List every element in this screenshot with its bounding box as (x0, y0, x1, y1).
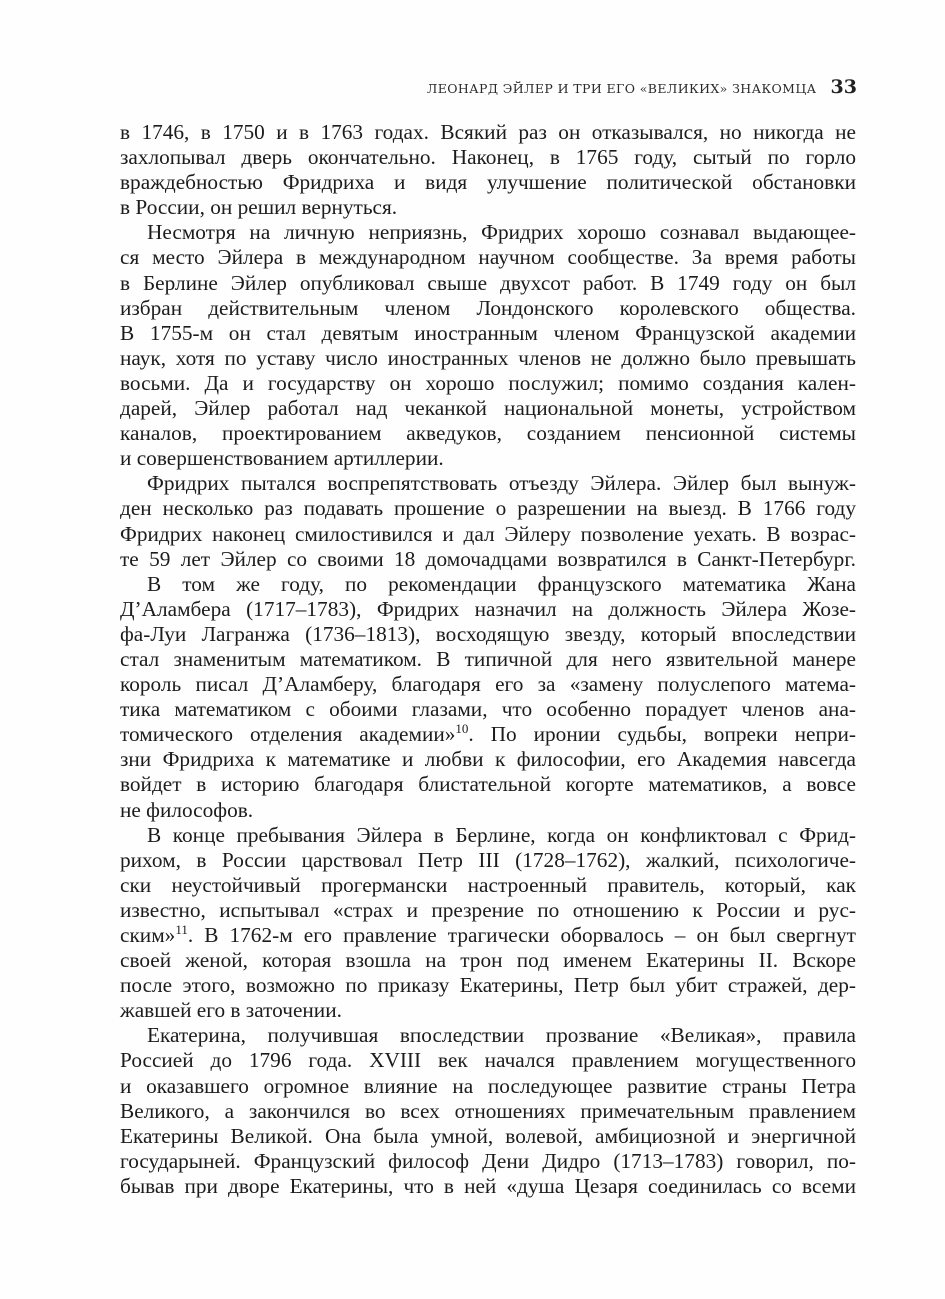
paragraph (120, 572, 856, 823)
text-fragment: . По иронии судьбы, вопреки непри- (468, 722, 856, 747)
running-head (427, 76, 857, 98)
text-line: зни Фридриха к математике и любви к философии, его Академия навсегда (120, 747, 856, 772)
text-line: враждебностью Фридриха и видя улучшение политической обстановки (120, 170, 856, 195)
text-line: наук, хотя по уставу число иностранных членов не должно было превышать (120, 345, 856, 370)
paragraph (120, 220, 856, 471)
text-line: Д’Аламбера (1717–1783), Фридрих назначил на должность Эйлера Жозе- (120, 596, 856, 621)
text-line: В конце пребывания Эйлера в Берлине, когда он конфликтовал с Фрид- (147, 822, 856, 847)
body-text (120, 120, 856, 1199)
paragraph (120, 471, 856, 571)
text-line: Несмотря на личную неприязнь, Фридрих хорошо сознавал выдающее- (147, 220, 856, 245)
text-line: государыней. Французский философ Дени Дидро (1713–1783) говорил, по- (120, 1148, 856, 1173)
text-line-with-footnote (120, 923, 856, 948)
text-line: рихом, в России царствовал Петр III (1728–1762), жалкий, психологиче- (120, 847, 856, 872)
text-line: каналов, проектированием акведуков, созданием пенсионной системы (120, 421, 856, 446)
text-line: избран действительным членом Лондонского королевского общества. (120, 295, 856, 320)
text-line: ски неустойчивый прогермански настроенный правитель, который, как (120, 872, 856, 897)
text-line: ся место Эйлера в международном научном сообществе. За время работы (120, 245, 856, 270)
text-line: после этого, возможно по приказу Екатерины, Петр был убит стражей, дер- (120, 973, 856, 998)
text-line: восьми. Да и государству он хорошо послужил; помимо создания кален- (120, 370, 856, 395)
paragraph (120, 823, 856, 1024)
text-line: те 59 лет Эйлер со своими 18 домочадцами возвратился в Санкт-Петербург. (120, 546, 856, 571)
text-line: Екатерины Великой. Она была умной, волевой, амбициозной и энергичной (120, 1123, 856, 1148)
text-line-with-footnote (120, 722, 856, 747)
text-line: стал знаменитым математиком. В типичной для него язвительной манере (120, 646, 856, 671)
text-line: тика математиком с обоими глазами, что особенно порадует членов ана- (120, 697, 856, 722)
text-line: жавшей его в заточении. (120, 998, 342, 1023)
text-line: своей женой, которая взошла на трон под именем Екатерины II. Вскоре (120, 948, 856, 973)
text-line: не философов. (120, 797, 254, 822)
text-line: Екатерина, получившая впоследствии прозвание «Великая», правила (147, 1023, 856, 1048)
text-line: Фридрих наконец смилостивился и дал Эйлеру позволение уехать. В возрас- (120, 521, 856, 546)
text-line: король писал Д’Аламберу, благодаря его за «замену полуслепого матема- (120, 672, 856, 697)
text-line: захлопывал дверь окончательно. Наконец, в 1765 году, сытый по горло (120, 145, 856, 170)
text-line: и оказавшего огромное влияние на последующее развитие страны Петра (120, 1073, 856, 1098)
text-line: в России, он решил вернуться. (120, 195, 398, 220)
text-line: В 1755-м он стал девятым иностранным членом Французской академии (120, 320, 856, 345)
text-line: известно, испытывал «страх и презрение по отношению к России и рус- (120, 897, 856, 922)
text-line: войдет в историю благодаря блистательной когорте математиков, а вовсе (120, 772, 856, 797)
text-line: фа-Луи Лагранжа (1736–1813), восходящую звезду, который впоследствии (120, 621, 856, 646)
paragraph (120, 1023, 856, 1199)
text-line: Фридрих пытался воспрепятствовать отъезду Эйлера. Эйлер был вынуж- (147, 471, 856, 496)
text-fragment: томического отделения академии» (120, 722, 456, 747)
text-line: Великого, а закончился во всех отношениях примечательным правлением (120, 1098, 856, 1123)
text-line: дарей, Эйлер работал над чеканкой национальной монеты, устройством (120, 396, 856, 421)
text-line: бывав при дворе Екатерины, что в ней «душа Цезаря соединилась со всеми (120, 1173, 856, 1198)
running-head-title: ЛЕОНАРД ЭЙЛЕР И ТРИ ЕГО «ВЕЛИКИХ» ЗНАКОМЦА (426, 81, 817, 96)
footnote-ref-11[interactable]: 11 (175, 921, 188, 937)
text-line: в 1746, в 1750 и в 1763 годах. Всякий раз он отказывался, но никогда не (120, 120, 856, 144)
footnote-ref-10[interactable]: 10 (455, 721, 469, 737)
text-line: ден несколько раз подавать прошение о разрешении на выезд. В 1766 году (120, 496, 856, 521)
text-line: Россией до 1796 года. XVIII век начался правлением могущественного (120, 1048, 856, 1073)
text-line: в Берлине Эйлер опубликовал свыше двухсот работ. В 1749 году он был (120, 270, 856, 295)
paragraph (120, 120, 856, 220)
text-line: В том же году, по рекомендации французского математика Жана (147, 571, 856, 596)
text-fragment: ским» (120, 923, 176, 947)
page-number: 33 (830, 76, 857, 98)
text-line: и совершенствованием артиллерии. (120, 446, 444, 471)
text-fragment: . В 1762-м его правление трагически оборвалось – он был свергнут (187, 923, 856, 947)
